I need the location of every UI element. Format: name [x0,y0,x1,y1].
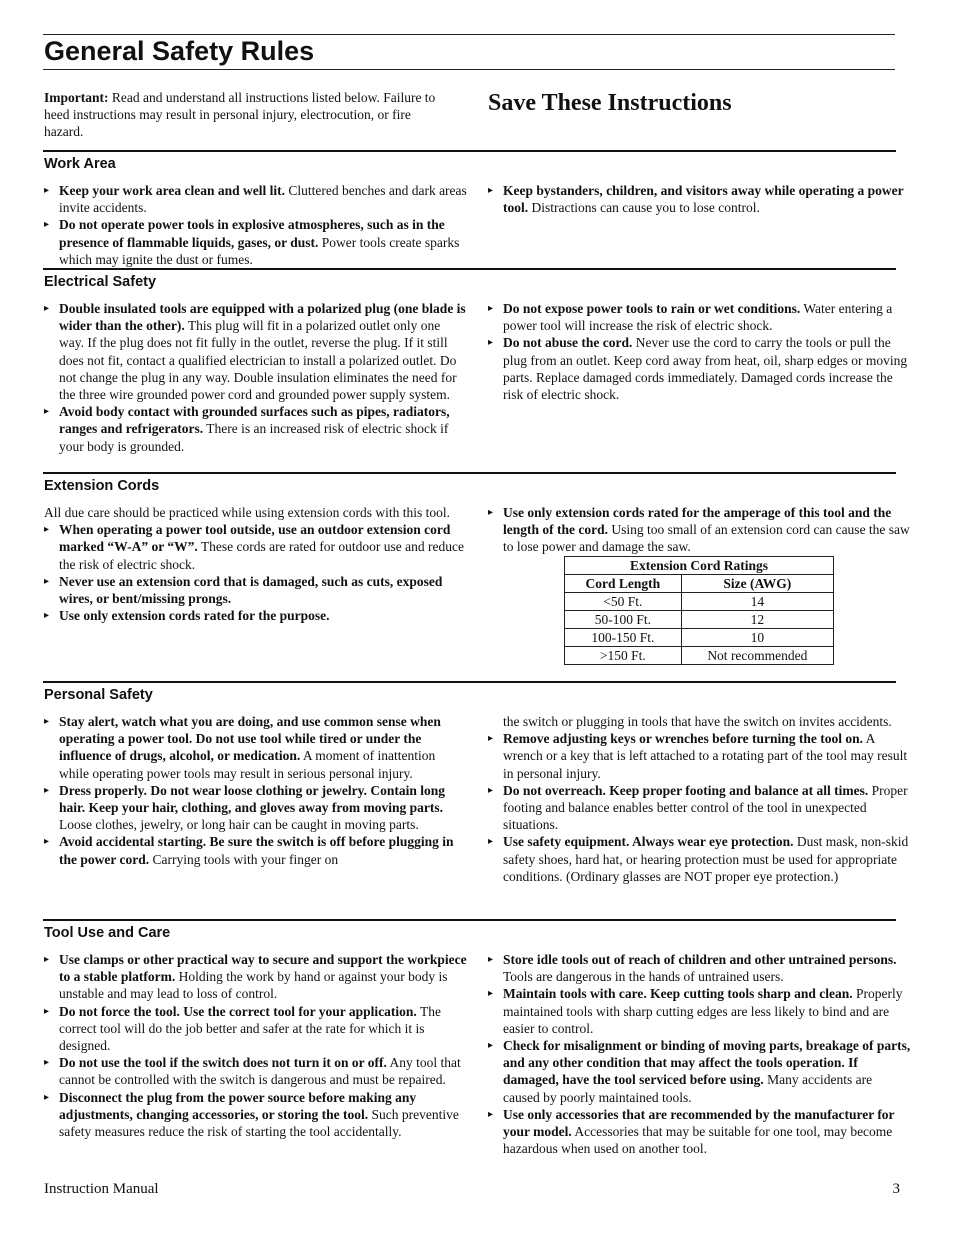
item-text: A wrench or a key that is left attached to a rotating part of the tool may result in personal injury. [503,731,908,781]
section-rule [43,472,896,474]
item-text: Using too small of an extension cord can cause the saw to lose power and damage the saw. [503,522,910,555]
list-item [44,300,468,403]
page-title: General Safety Rules [44,36,315,66]
extension-left-column [44,504,468,624]
work-area-right-column [488,182,911,216]
item-bold-text: Avoid accidental starting. Be sure the switch is off before plugging in the power cord. [59,834,454,867]
personal-right-list [488,730,911,885]
item-text: Power tools create sparks which may ignite the dust or fumes. [59,234,460,267]
item-text: Water entering a power tool will increase the risk of electric shock. [503,301,893,334]
table-cell: 50-100 Ft. [565,611,682,629]
intro-text: Read and understand all instructions listed below. Failure to heed instructions may result in personal injury, electrocution, or fire hazard. [44,90,436,139]
item-text: The correct tool will do the job better and safer at the rate for which it is designed. [59,1003,441,1054]
intro-paragraph [44,89,444,140]
list-item [44,403,468,455]
electrical-left-column [44,300,468,455]
extension-left-list [44,521,468,624]
table-cell: 10 [681,629,833,647]
item-bold-text: Dress properly. Do not wear loose clothing or jewelry. Contain long hair. Keep your hair, clothing, and gloves away from moving parts. [59,782,445,816]
item-bold-text: Stay alert, watch what you are doing, and use common sense when operating a power tool. Do not use tool while tired or under the influence of drugs, alcohol, or medication. [59,714,441,764]
tool-use-right-list [488,951,911,1157]
tool-use-left-list [44,951,468,1140]
table-header-size: Size (AWG) [681,575,833,593]
table-cell: 14 [681,593,833,611]
item-text: Loose clothes, jewelry, or long hair can be caught in moving parts. [59,817,419,833]
item-text: Properly maintained tools with sharp cutting edges are less likely to bind and are easier to control. [503,986,903,1036]
list-item [44,1089,468,1141]
electrical-right-list [488,300,911,403]
table-caption: Extension Cord Ratings [565,557,834,575]
item-bold-text: Keep bystanders, children, and visitors away while operating a power tool. [503,183,904,216]
item-bold-text: Use clamps or other practical way to secure and support the workpiece to a stable platform. [59,952,467,985]
item-text: Such preventive safety measures reduce the risk of starting the tool accidentally. [59,1106,459,1140]
item-bold-text: Use only extension cords rated for the amperage of this tool and the length of the cord. [503,505,892,538]
list-item [488,1106,911,1158]
list-item [44,182,468,216]
list-item [488,1037,911,1106]
item-bold-text: Never use an extension cord that is damaged, such as cuts, exposed wires, or bent/missing prongs. [59,573,443,607]
item-bold-text: Do not abuse the cord. [503,335,633,351]
table-row [565,593,834,611]
list-item [44,782,468,834]
list-item [488,334,911,403]
section-rule [43,268,896,270]
electrical-left-list [44,300,468,455]
table-row [565,611,834,629]
list-item [44,713,468,782]
footer-manual-title: Instruction Manual [44,1181,159,1197]
table-header-cord-length: Cord Length [565,575,682,593]
list-item [488,985,911,1037]
section-heading-tool-use-and-care: Tool Use and Care [44,925,171,941]
footer-page-number: 3 [892,1181,900,1197]
extension-right-list [488,504,911,556]
section-heading-extension-cords: Extension Cords [44,478,160,494]
item-bold-text: Do not force the tool. Use the correct tool for your application. [59,1003,417,1019]
item-text: Tools are dangerous in the hands of untrained users. [503,969,784,985]
item-bold-text: Keep your work area clean and well lit. [59,183,285,198]
item-text: This plug will fit in a polarized outlet only one way. If the plug does not fit fully in the outlet, reverse the plug. If it still does not fit, contact a qualified electrician to install a polarized outlet. Do not change the plug in any way. Double insulation eliminates the need for the three wire grounded power cord and grounded power supply system. [59,318,457,403]
item-bold-text: Double insulated tools are equipped with a polarized plug (one blade is wider than the other). [59,301,466,334]
personal-left-list [44,713,468,868]
work-area-left-column [44,182,468,268]
section-heading-work-area: Work Area [44,156,116,172]
item-bold-text: Use only accessories that are recommended by the manufacturer for your model. [503,1106,895,1140]
item-bold-text: Disconnect the plug from the power source before making any adjustments, changing accessories, or storing the tool. [59,1089,417,1122]
title-rule [43,69,895,70]
item-text: Any tool that cannot be controlled with the switch is dangerous and must be repaired. [59,1055,461,1088]
list-item [44,521,468,573]
personal-right-column [488,713,911,885]
intro-label: Important: [44,90,109,105]
list-item [44,1054,468,1088]
section-rule [43,150,896,152]
section-rule [43,919,896,921]
section-heading-electrical-safety: Electrical Safety [44,274,157,290]
list-item [44,833,468,867]
item-bold-text: Remove adjusting keys or wrenches before turning the tool on. [503,731,863,747]
work-area-right-list [488,182,911,216]
personal-left-column [44,713,468,868]
list-item [44,607,468,624]
list-item [44,1003,468,1055]
electrical-right-column [488,300,911,403]
item-text: Distractions can cause you to lose control. [528,200,760,216]
list-item [44,216,468,268]
item-bold-text: Do not use the tool if the switch does not turn it on or off. [59,1055,387,1071]
table-cell: 12 [681,611,833,629]
tool-use-right-column [488,951,911,1157]
work-area-left-list [44,182,468,268]
item-text: Carrying tools with your finger on [149,851,339,867]
item-text: These cords are rated for outdoor use and reduce the risk of electric shock. [59,539,465,572]
table-cell: <50 Ft. [565,593,682,611]
item-bold-text: Use safety equipment. Always wear eye protection. [503,834,794,850]
list-item [488,182,911,216]
list-item [488,951,911,985]
item-text: There is an increased risk of electric shock if your body is grounded. [59,421,449,454]
item-bold-text: Do not expose power tools to rain or wet conditions. [503,301,801,316]
item-bold-text: Do not operate power tools in explosive atmospheres, such as in the presence of flammable liquids, gases, or dust. [59,217,445,250]
item-text: Never use the cord to carry the tools or pull the plug from an outlet. Keep cord away from heat, oil, sharp edges or moving parts. Replace damaged cords immediately. Damaged cords increase the risk of electric shock. [503,335,908,403]
list-item [488,300,911,334]
extension-right-column [488,504,911,556]
extension-cord-table [564,556,834,665]
item-bold-text: When operating a power tool outside, use an outdoor extension cord marked “W-A” or “W”. [59,522,451,555]
list-item [44,951,468,1003]
table-cell: >150 Ft. [565,647,682,665]
list-item [488,833,911,885]
personal-continuation: the switch or plugging in tools that have the switch on invites accidents. [503,714,892,729]
item-bold-text: Use only extension cords rated for the purpose. [59,608,330,624]
item-text: Cluttered benches and dark areas invite accidents. [59,183,467,216]
item-bold-text: Avoid body contact with grounded surfaces such as pipes, radiators, ranges and refrigerators. [59,404,450,437]
section-heading-personal-safety: Personal Safety [44,687,153,703]
list-item [488,730,911,782]
item-text: Accessories that may be suitable for one tool, may become hazardous when used on another tool. [503,1124,893,1157]
list-item [488,504,911,556]
item-text: Dust mask, non-skid safety shoes, hard hat, or hearing protection must be used for appropriate conditions. (Ordinary glasses are NOT proper eye protection.) [503,834,909,884]
table-row [565,629,834,647]
item-bold-text: Do not overreach. Keep proper footing and balance at all times. [503,782,869,798]
table-row [565,647,834,665]
item-bold-text: Maintain tools with care. Keep cutting tools sharp and clean. [503,986,853,1002]
table-cell: 100-150 Ft. [565,629,682,647]
item-text: Proper footing and balance enables better control of the tool in unexpected situations. [503,782,908,833]
item-text: Many accidents are caused by poorly maintained tools. [503,1072,873,1105]
list-item [44,573,468,607]
table-cell: Not recommended [681,647,833,665]
section-rule [43,681,896,683]
extension-intro: All due care should be practiced while using extension cords with this tool. [44,505,451,520]
tool-use-left-column [44,951,468,1140]
save-heading: Save These Instructions [488,90,732,116]
item-bold-text: Check for misalignment or binding of moving parts, breakage of parts, and any other condition that may affect the tools operation. If damaged, have the tool serviced before using. [503,1038,911,1088]
item-text: Holding the work by hand or against your body is unstable and may lead to loss of control. [59,969,448,1002]
item-text: A moment of inattention while operating power tools may result in serious personal injury. [59,748,436,781]
item-bold-text: Store idle tools out of reach of children and other untrained persons. [503,952,897,967]
list-item [488,782,911,834]
